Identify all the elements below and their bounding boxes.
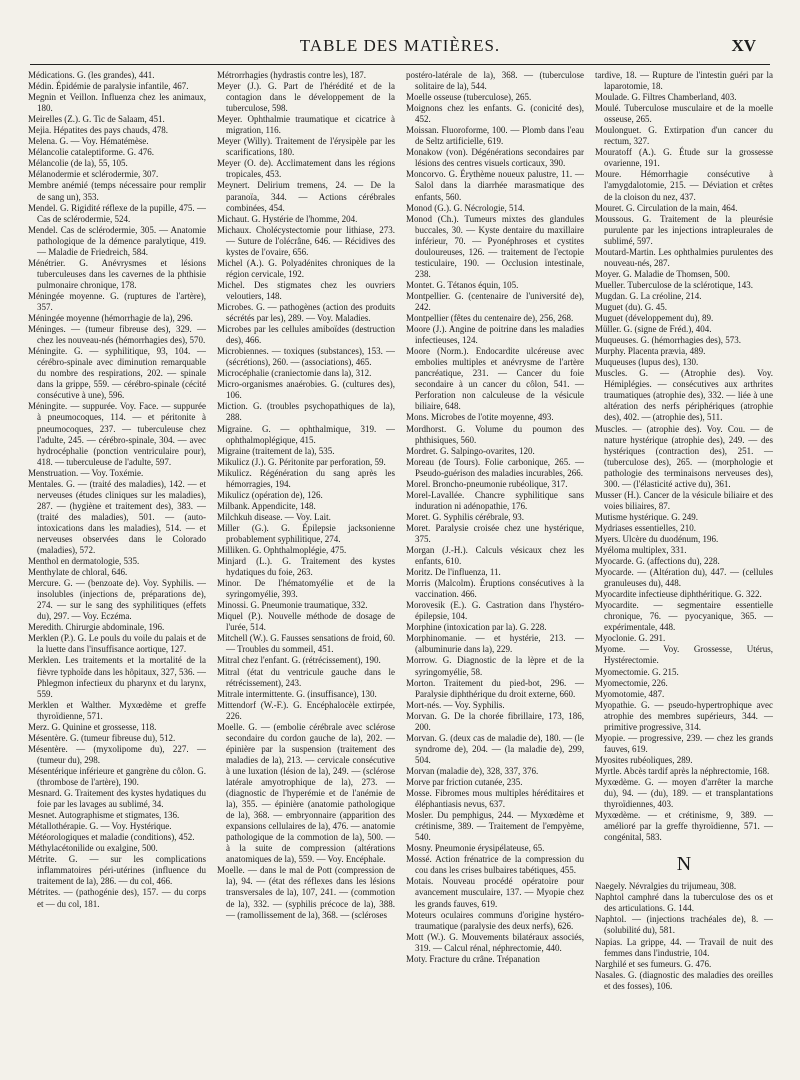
index-entry: Montet. G. Tétanos équin, 105. xyxy=(406,279,519,290)
index-entry: Meyer (J.). G. Part de l'hérédité et de la contagion dans le développement de la tuberculose, 598. xyxy=(217,81,395,114)
index-entry: Mott (W.). G. Mouvements bilatéraux associés, 319. — Calcul rénal, néphrectomie, 440. xyxy=(406,931,584,953)
index-entry: Myrtle. Abcès tardif après la néphrectomie, 168. xyxy=(595,765,770,776)
index-entry: Ménétrier. G. Anévrysmes et lésions tuberculeuses dans les cavernes de la phthisie pulmonaire chronique, 178. xyxy=(28,257,206,290)
index-entry: Montpellier. G. (centenaire de l'université de), 242. xyxy=(406,290,584,312)
index-entry: Muguet (développement du), 89. xyxy=(595,313,714,324)
index-entry: Microbes. G. — pathogènes (action des produits sécrétés par les), 289. — Voy. Maladies. xyxy=(217,301,395,324)
index-entry: Morvan. G. De la chorée fibrillaire, 173, 186, 200. xyxy=(406,710,584,732)
index-entry: Myocarde. G. (affections du), 228. xyxy=(595,556,720,567)
index-entry: Métallothérapie. G. — Voy. Hystérique. xyxy=(28,821,172,832)
index-entry: Morphinomanie. — et hystérie, 213. — (albuminurie dans la), 229. xyxy=(406,633,584,655)
index-entry: Myoclonie. G. 291. xyxy=(595,633,666,644)
index-entry: Michel (A.). G. Polyadénites chroniques de la région cervicale, 192. xyxy=(217,257,395,279)
index-entry: Merklen et Walther. Myxœdème et greffe thyroïdienne, 571. xyxy=(28,699,206,721)
index-entry: Méningée moyenne. G. (ruptures de l'artère), 357. xyxy=(28,290,206,312)
page-title: TABLE DES MATIÈRES. xyxy=(299,36,501,55)
index-entry: Menthol en dermatologie, 535. xyxy=(28,556,140,567)
index-entry: Moteurs oculaires communs d'origine hystéro-traumatique (paralysie des deux nerfs), 626. xyxy=(406,909,584,931)
index-entry: Miquel (P.). Nouvelle méthode de dosage de l'urée, 514. xyxy=(217,611,395,633)
index-entry: Moutard-Martin. Les ophthalmies purulentes des nouveau-nés, 287. xyxy=(595,246,773,268)
index-entry: Mitchell (W.). G. Fausses sensations de froid, 60. — Troubles du sommeil, 451. xyxy=(217,633,395,655)
index-entry: Moty. Fracture du crâne. Trépanation xyxy=(406,953,540,964)
index-entry: Mendel. Cas de sclérodermie, 305. — Anatomie pathologique de la démence paralytique, 419. — Maladie de Friedreich, 584. xyxy=(28,224,206,257)
index-entry: Morphine (intoxication par la). G. 228. xyxy=(406,622,547,633)
index-entry: Montpellier (fêtes du centenaire de), 256, 268. xyxy=(406,313,574,324)
index-column-2 xyxy=(217,70,395,1070)
index-entry: Mélancolie cataleptiforme. G. 476. xyxy=(28,147,154,158)
index-entry: Méningée moyenne (hémorrhagie de la), 296. xyxy=(28,313,193,324)
index-entry: Méningite. G. — syphilitique, 93, 104. — cérébro-spinale avec diminution remarquable du nombre des respirations, 202. — spinale dans la grippe, 559. — cérébro-spinale (cécité consécutive à une), 596. xyxy=(28,346,206,401)
index-entry: Myéloma multiplex, 331. xyxy=(595,545,687,556)
index-entry: Myosites rubéoliques, 289. xyxy=(595,754,693,765)
index-entry: Mélanodermie et sclérodermie, 307. xyxy=(28,169,159,180)
index-entry: Méninges. — (tumeur fibreuse des), 329. — chez les nouveau-nés (hémorrhagies des), 570. xyxy=(28,324,206,346)
index-entry: Moulé. Tuberculose musculaire et de la moelle osseuse, 265. xyxy=(595,103,773,125)
index-entry: Mésentérique inférieure et gangrène du côlon. G. (thrombose de l'artère), 190. xyxy=(28,765,206,787)
index-entry: Mitral (état du ventricule gauche dans le rétrécissement), 243. xyxy=(217,666,395,688)
index-entry: Mort-nés. — Voy. Syphilis. xyxy=(406,699,505,710)
page-number: XV xyxy=(731,36,756,55)
index-entry: Moignons chez les enfants. G. (conicité des), 452. xyxy=(406,103,584,125)
index-entry: Météorologiques et maladie (conditions), 452. xyxy=(28,832,195,843)
index-entry: Métrorrhagies (hydrastis contre les), 187. xyxy=(217,70,366,80)
index-entry: Métrites. — (pathogénie des), 157. — du corps et — du col, 181. xyxy=(28,887,206,909)
index-entry: Myomotomie, 487. xyxy=(595,688,665,699)
index-entry: Moore (Norm.). Endocardite ulcéreuse avec embolies multiples et anévrysme de l'artère pancréatique, 231. — Cancer du foie secondaire à un cancer du côlon, 541. — Perforation non calculeuse de la vésicule biliaire, 648. xyxy=(406,346,584,412)
index-entry: Michaux. Cholécystectomie pour lithiase, 273. — Suture de l'olécrâne, 646. — Récidives des kystes de l'ovaire, 656. xyxy=(217,224,395,257)
index-entry: Moulade. G. Filtres Chamberland, 403. xyxy=(595,92,737,103)
index-entry: Mikulicz (J.). G. Péritonite par perforation, 59. xyxy=(217,456,386,467)
index-entry: Moure. Hémorrhagie consécutive à l'amygdalotomie, 215. — Déviation et crêtes de la cloison du nez, 437. xyxy=(595,169,773,202)
index-column-4 xyxy=(595,70,773,1070)
index-entry: Mossé. Action frénatrice de la compression du cou dans les crises bulbaires tabétiques, 455. xyxy=(406,854,584,876)
index-entry: Moritz. De l'influenza, 11. xyxy=(406,567,501,578)
index-entry: Miller (G.). G. Épilepsie jacksonienne probablement syphilitique, 274. xyxy=(217,522,395,544)
index-entry: Mouratoff (A.). G. Étude sur la grossesse ovarienne, 191. xyxy=(595,147,773,169)
index-entry: Menstruation. — Voy. Toxémie. xyxy=(28,467,144,478)
index-entry: Myome. — Voy. Grossesse, Utérus, Hystérectomie. xyxy=(595,644,773,666)
index-entry: Minossi. G. Pneumonie traumatique, 332. xyxy=(217,600,368,611)
index-entry: Merklen (P.). G. Le pouls du voile du palais et de la luette dans l'insuffisance aortique, 127. xyxy=(28,633,206,655)
index-entry: Micro-organismes anaérobies. G. (cultures des), 106. xyxy=(217,379,395,401)
index-entry: Moelle. G. — (embolie cérébrale avec sclérose secondaire du cordon gauche de la), 202. — épinière par la suspension (traitement des maladies de la), 213. — cervicale consécutive à une luxation (lésion de la), 249. — (sclérose latérale amyotrophique de la), 273. — (diagnostic de l'hyperémie et de l'anémie de la), 355. — épinière (anatomie pathologique de la), 368. — embryonnaire (apparition des expansions cellulaires de la), 476. — anatomie pathologique de la commotion de la), 500. — à la suite de compression (altérations anatomiques de la), 559. — Voy. Encéphale. xyxy=(217,721,395,865)
index-entry: Mutisme hystérique. G. 249. xyxy=(595,511,698,522)
index-entry: Mésentère. G. (tumeur fibreuse du), 512. xyxy=(28,732,176,743)
index-entry: Napias. La grippe, 44. — Travail de nuit des femmes dans l'industrie, 104. xyxy=(595,936,773,958)
index-entry: Moreau (de Tours). Folie carbonique, 265. — Pseudo-guérison des maladies incurables, 266. xyxy=(406,456,584,478)
index-entry: Morgan (J.-H.). Calculs vésicaux chez les enfants, 610. xyxy=(406,545,584,567)
index-entry: Monod (G.). G. Nécrologie, 514. xyxy=(406,202,525,213)
index-column-4-entries xyxy=(595,70,773,843)
index-entry: Moyer. G. Maladie de Thomsen, 500. xyxy=(595,268,731,279)
index-entry: Megnin et Veillon. Influenza chez les animaux, 180. xyxy=(28,92,206,114)
index-entry: Moussous. G. Traitement de la pleurésie purulente par les injections intrapleurales de sublimé, 597. xyxy=(595,213,773,246)
index-entry: Muscles. G. — (Atrophie des). Voy. Hémiplégies. — consécutives aux arthrites traumatiques (atrophie des), 332. — liée à une altération des nerfs périphériques (atrophie des), 402. — (atrophie des), 511. xyxy=(595,368,773,423)
index-entry: Moelle. — dans le mal de Pott (compression de la), 94. — (état des réflexes dans les lésions transversales de la), 107, 241. — (commotion de la), 332. — (syphilis précoce de la), 388. — (ramollissement de la), 368. — (scléroses xyxy=(217,865,395,920)
section-letter-n: N xyxy=(676,853,692,876)
index-entry: Minor. De l'hématomyélie et de la syringomyélie, 393. xyxy=(217,578,395,600)
index-entry: Membre anémié (temps nécessaire pour remplir de sang un), 353. xyxy=(28,180,206,202)
index-entry: Mentales. G. — (traité des maladies), 142. — et nerveuses (études cliniques sur les maladies), 287. — (hygiène et traitement des), 383. — (traité des maladies), 501. — (auto-intoxications dans les maladies), 514. — et nerveuses observées dans le Colorado (maladies), 572. xyxy=(28,478,206,556)
index-entry: Mosler. Du pemphigus, 244. — Myxœdème et crétinisme, 389. — Traitement de l'empyème, 540. xyxy=(406,810,584,843)
index-entry: Naegely. Névralgies du trijumeau, 308. xyxy=(595,881,737,892)
index-entry: Mueller. Tuberculose de la sclérotique, 143. xyxy=(595,279,753,290)
index-entry: Mesnet. Autographisme et stigmates, 136. xyxy=(28,810,180,821)
index-entry: Meyer (Willy). Traitement de l'érysipèle par les scarifications, 180. xyxy=(217,136,395,158)
index-entry: Morel. Broncho-pneumonie rubéolique, 317. xyxy=(406,478,568,489)
index-entry: Mugdan. G. La créoline, 214. xyxy=(595,290,702,301)
index-entry: Mikulicz. Régénération du sang après les hémorragies, 194. xyxy=(217,467,395,489)
index-entry: Mouret. G. Circulation de la main, 464. xyxy=(595,202,738,213)
index-column-1 xyxy=(28,70,206,1070)
index-entry: Mélancolie (de la), 55, 105. xyxy=(28,158,128,169)
index-entry: Minjard (L.). G. Traitement des kystes hydatiques du foie, 263. xyxy=(217,556,395,578)
index-entry: Myxœdème. G. — moyen d'arrêter la marche du), 94. — (du), 189. — et transplantations thyroïdiennes, 403. xyxy=(595,777,773,810)
index-entry: Musser (H.). Cancer de la vésicule biliaire et des voies biliaires, 87. xyxy=(595,489,773,511)
index-entry: Muqueuses. G. (hémorrhagies des), 573. xyxy=(595,335,741,346)
index-entry: Moulonguet. G. Extirpation d'un cancer du rectum, 327. xyxy=(595,125,773,147)
index-entry: Métrite. G. — sur les complications inflammatoires péri-utérines (influence du traitement de la), 286. — du col, 466. xyxy=(28,854,206,887)
index-entry: Morovesik (E.). G. Castration dans l'hystéro-épilepsie, 104. xyxy=(406,600,584,622)
index-entry: Mendel. G. Rigidité réflexe de la pupille, 475. — Cas de sclérodermie, 524. xyxy=(28,202,206,224)
index-entry: Morel-Lavallée. Chancre syphilitique sans induration ni adénopathie, 176. xyxy=(406,489,584,511)
index-entry: Myomectomie. G. 215. xyxy=(595,666,679,677)
index-entry: Nasales. G. (diagnostic des maladies des oreilles et des fosses), 106. xyxy=(595,969,773,991)
index-entry: Meyer. Ophthalmie traumatique et cicatrice à migration, 116. xyxy=(217,114,395,136)
index-entry: Meyer (O. de). Acclimatement dans les régions tropicales, 453. xyxy=(217,158,395,180)
index-entry: Mitrale intermittente. G. (insuffisance), 130. xyxy=(217,688,377,699)
index-entry: Monod (Ch.). Tumeurs mixtes des glandules buccales, 30. — Kyste dentaire du maxillaire inférieur, 70. — Pyonéphroses et cystites douloureuses, 126. — traitement de l'ectopie testiculaire, 190. — Occlusion intestinale, 238. xyxy=(406,213,584,279)
index-entry: Microcéphalie (craniectomie dans la), 312. xyxy=(217,368,372,379)
index-entry: Myopathie. G. — pseudo-hypertrophique avec atrophie des membres supérieurs, 344. — primitive progressive, 314. xyxy=(595,699,773,732)
index-entry: Moissan. Fluoroforme, 100. — Plomb dans l'eau de Seltz artificielle, 619. xyxy=(406,125,584,147)
index-entry: Motais. Nouveau procédé opératoire pour avancement musculaire, 137. — Myopie chez les grands fauves, 619. xyxy=(406,876,584,909)
index-entry: Moret. G. Syphilis cérébrale, 93. xyxy=(406,511,524,522)
index-entry: Morton. Traitement du pied-bot, 296. — Paralysie diphthérique du droit externe, 660. xyxy=(406,677,584,699)
index-entry: Migraine. G. — ophthalmique, 319. — ophthalmoplégique, 415. xyxy=(217,423,395,445)
index-entry: Mordret. G. Salpingo-ovarites, 120. xyxy=(406,445,535,456)
index-entry: Mosny. Pneumonie érysipélateuse, 65. xyxy=(406,843,545,854)
index-entry: Melena. G. — Voy. Hématémèse. xyxy=(28,136,149,147)
index-entry: Monakow (von). Dégénérations secondaires par lésions des centres visuels corticaux, 390. xyxy=(406,147,584,169)
index-entry: Moore (J.). Angine de poitrine dans les maladies infectieuses, 124. xyxy=(406,324,584,346)
index-entry: Muscles. — (atrophie des). Voy. Cou. — de nature hystérique (atrophie des), 249. — des hystériques (contraction des), 251. — (tuberculose des), 265. — (morphologie et pathologie des terminaisons nerveuses des), 300. — (l'élasticité active du), 361. xyxy=(595,423,773,489)
index-entry: Milbank. Appendicite, 148. xyxy=(217,500,316,511)
index-entry: Myocarde. — (Altération du), 447. — (cellules granuleuses du), 448. xyxy=(595,567,773,589)
index-entry: Morrow. G. Diagnostic de la lèpre et de la syringomyélie, 58. xyxy=(406,655,584,677)
index-entry: Muguet (du). G. 45. xyxy=(595,301,667,312)
index-entry: Myopie. — progressive, 239. — chez les grands fauves, 619. xyxy=(595,732,773,754)
index-entry: Myers. Ulcère du duodénum, 196. xyxy=(595,533,719,544)
index-entry: Meredith. Chirurgie abdominale, 196. xyxy=(28,622,165,633)
index-entry: Meynert. Delirium tremens, 24. — De la paranoïa, 344. — Actions cérébrales combinées, 454. xyxy=(217,180,395,213)
index-entry: Méthylacétonilide ou exalgine, 500. xyxy=(28,843,158,854)
index-entry: Myxœdème. — et crétinisme, 9, 389. — amélioré par la greffe thyroïdienne, 571. — congénital, 583. xyxy=(595,810,773,843)
index-entry: postéro-latérale de la), 368. — (tuberculose solitaire de la), 544. xyxy=(406,70,584,92)
index-entry: Morvan (maladie de), 328, 337, 376. xyxy=(406,765,539,776)
index-entry: Murphy. Placenta prævia, 489. xyxy=(595,346,706,357)
index-entry: Morvan. G. (deux cas de maladie de), 180. — (le syndrome de), 204. — (la maladie de), 299, 504. xyxy=(406,732,584,765)
index-entry: Mosse. Fibromes mous multiples héréditaires et éléphantiasis nevus, 637. xyxy=(406,788,584,810)
index-entry: Mordhorst. G. Volume du poumon des phthisiques, 560. xyxy=(406,423,584,445)
index-entry: Müller. G. (signe de Fréd.), 404. xyxy=(595,324,712,335)
index-entry: Michel. Des stigmates chez les ouvriers veloutiers, 148. xyxy=(217,279,395,301)
page-header xyxy=(30,30,770,65)
index-entry: Moelle osseuse (tuberculose), 265. xyxy=(406,92,532,103)
index-entry: Merklen. Les traitements et la mortalité de la fièvre typhoïde dans les hôpitaux, 327, 536. — Phlegmon infectieux du pharynx et du larynx, 559. xyxy=(28,655,206,699)
index-entry: Moncorvo. G. Érythème noueux palustre, 11. — Salol dans la diarrhée marasmatique des enfants, 560. xyxy=(406,169,584,202)
index-entry: Mittendorf (W.-F.). G. Encéphalocèle extirpée, 226. xyxy=(217,699,395,721)
index-entry: Médin. Épidémie de paralysie infantile, 467. xyxy=(28,81,189,92)
index-entry: Migraine (traitement de la), 535. xyxy=(217,445,335,456)
index-column-3 xyxy=(406,70,584,1070)
index-entry: Milchkuh disease. — Voy. Lait. xyxy=(217,511,331,522)
index-entry: Merz. G. Quinine et grossesse, 118. xyxy=(28,721,157,732)
index-entry: Myomectomie, 226. xyxy=(595,677,668,688)
index-entry: Mons. Microbes de l'otite moyenne, 493. xyxy=(406,412,554,423)
index-entry: Myocardite. — segmentaire essentielle chronique, 76. — pyocyanique, 365. — expérimentale, 448. xyxy=(595,600,773,633)
index-entry: Moret. Paralysie croisée chez une hystérique, 375. xyxy=(406,522,584,544)
index-entry: Mesnard. G. Traitement des kystes hydatiques du foie par les lavages au sublimé, 34. xyxy=(28,788,206,810)
index-entry: Menthylate de chloral, 646. xyxy=(28,567,128,578)
index-entry: Miction. G. (troubles psychopathiques de la), 288. xyxy=(217,401,395,423)
index-entry: Mikulicz (opération de), 126. xyxy=(217,489,323,500)
index-entry: Michaut. G. Hystérie de l'homme, 204. xyxy=(217,213,358,224)
index-entry: Morris (Malcolm). Éruptions consécutives à la vaccination. 466. xyxy=(406,578,584,600)
index-entry: Milliken. G. Ophthalmoplégie, 475. xyxy=(217,545,347,556)
index-entry: Mitral chez l'enfant. G. (rétrécissement), 190. xyxy=(217,655,381,666)
index-entry: Mejia. Hépatites des pays chauds, 478. xyxy=(28,125,168,136)
index-columns xyxy=(28,70,773,1070)
index-entry: Mercure. G. — (benzoate de). Voy. Syphilis. — insolubles (injections de, préparations de), 274. — sur le sang des syphilitiques (effets du), 297. — Voy. Eczéma. xyxy=(28,578,206,622)
index-entry: Meirelles (Z.). G. Tic de Salaam, 451. xyxy=(28,114,165,125)
index-entry: Morve par friction cutanée, 235. xyxy=(406,777,523,787)
index-entry: Microbiennes. — toxiques (substances), 153. — (sécrétions), 260. — (associations), 465. xyxy=(217,346,395,368)
index-entry: Mydriases essentielles, 210. xyxy=(595,522,696,533)
index-entry: Mésentère. — (myxolipome du), 227. — (tumeur du), 298. xyxy=(28,743,206,765)
index-entry: Naphtol. — (injections trachéales de), 8. — (solubilité du), 581. xyxy=(595,914,773,936)
index-entry: Médications. G. (les grandes), 441. xyxy=(28,70,155,80)
index-entry: tardive, 18. — Rupture de l'intestin guéri par la laparotomie, 18. xyxy=(595,70,773,92)
index-entry: Naphtol camphré dans la tuberculose des os et des articulations. G. 144. xyxy=(595,892,773,914)
index-entry: Microbes par les cellules amiboïdes (destruction des), 466. xyxy=(217,324,395,346)
index-entry: Narghilé et ses fumeurs. G. 476. xyxy=(595,958,712,969)
index-entry: Méningite. — suppurée. Voy. Face. — suppurée à pneumocoques, 114. — et péritonite à pneumocoques, 237. — tuberculeuse chez l'adulte, 245. — cérébro-spinale, 304. — avec hydrocéphalie (ponction ventriculaire pour), 418. — tuberculeuse de l'adulte, 597. xyxy=(28,401,206,467)
index-entry: Myocardite infectieuse diphthéritique. G. 322. xyxy=(595,589,762,600)
index-entry: Muqueuses (lupus des), 130. xyxy=(595,357,699,368)
section-n-entries xyxy=(595,881,773,991)
